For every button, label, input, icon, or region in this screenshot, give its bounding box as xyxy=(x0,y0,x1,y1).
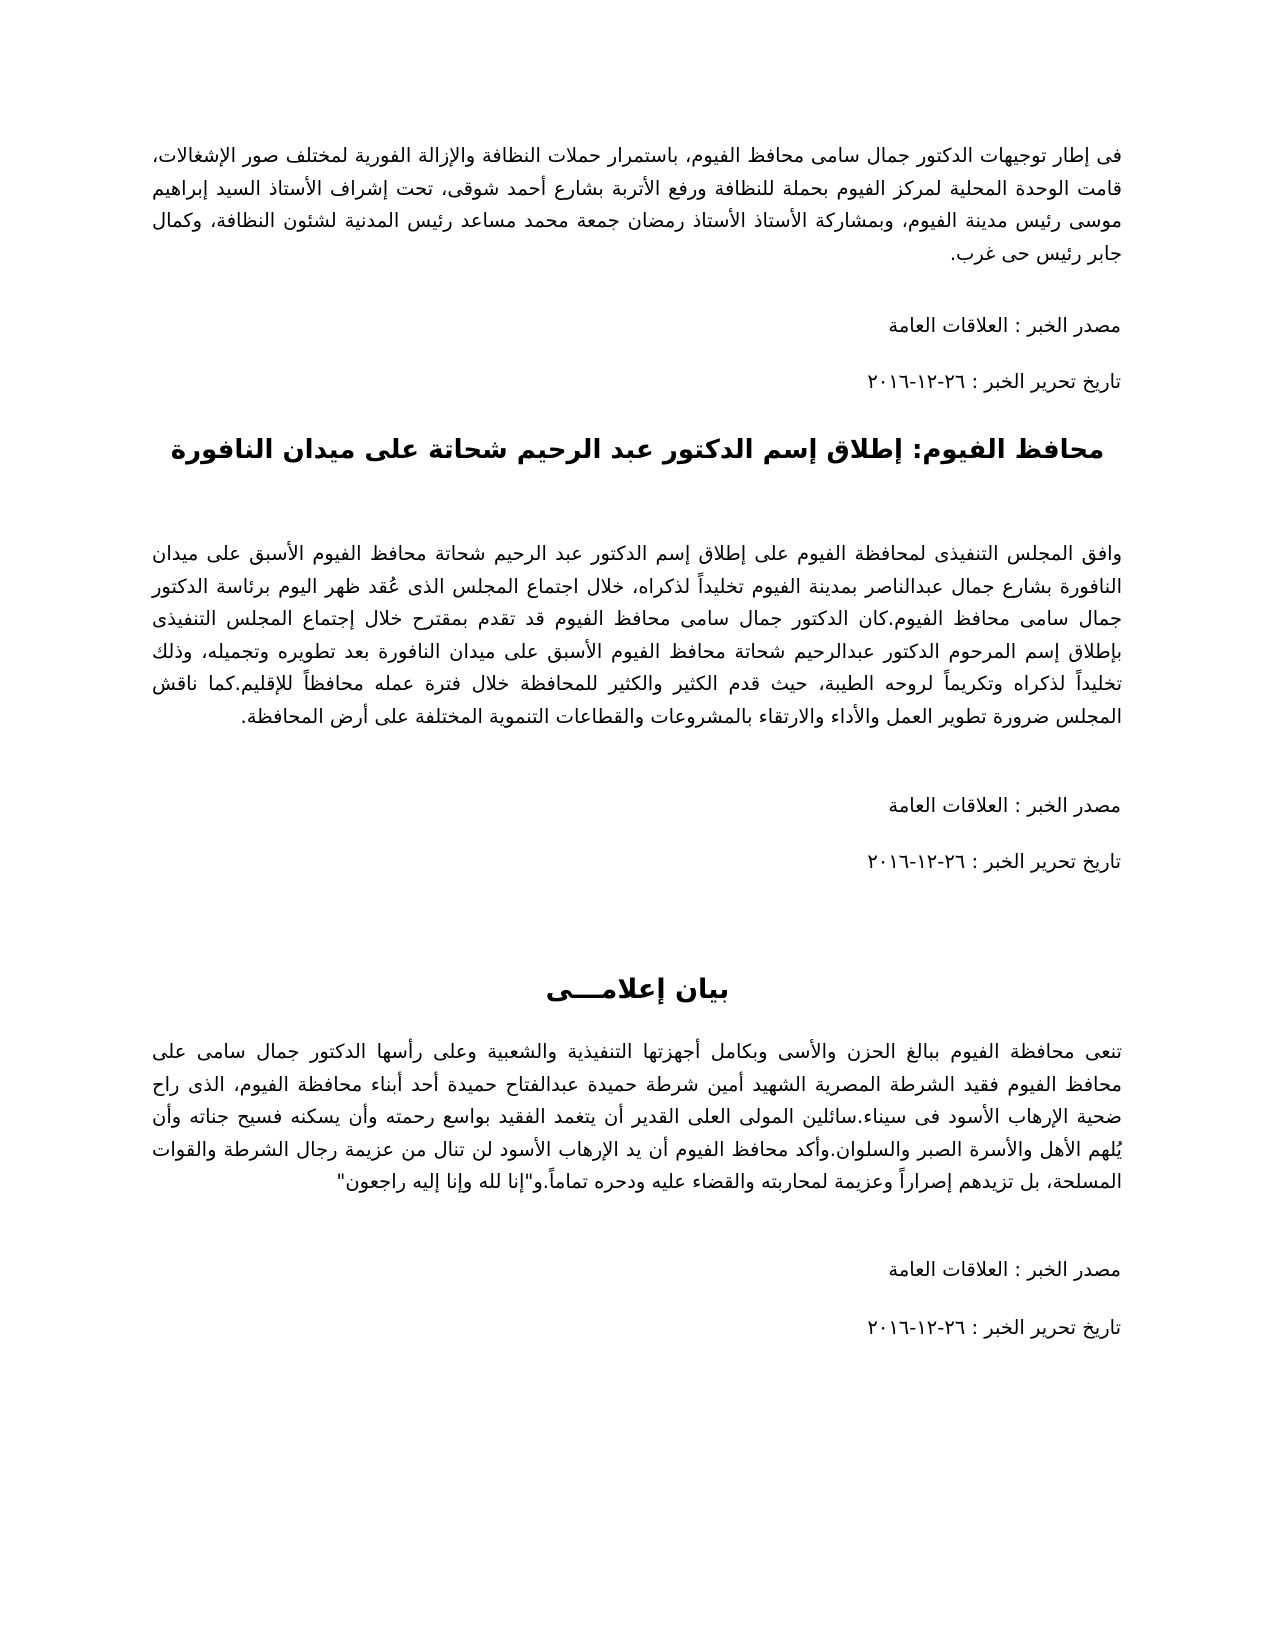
article-3-body: تنعى محافظة الفيوم ببالغ الحزن والأسى وبكامل أجهزتها التنفيذية والشعبية وعلى رأسها الدكتور جمال سامى على محافظ الفيوم فقيد الشرطة المصرية الشهيد أمين شرطة حميدة عبدالفتاح حميدة أحد أبناء محافظة الفيوم، الذى راح ضحية الإرهاب الأسود فى سيناء.سائلين المولى العلى القدير أن يتغمد الفقيد بواسع رحمته وأن يسكنه فسيح جناته وأن يُلهم الأهل والأسرة الصبر والسلوان.وأكد محافظ الفيوم أن يد الإرهاب الأسود لن تنال من عزيمة رجال الشرطة والقوات المسلحة، بل تزيدهم إصراراً وعزيمة لمحاربته والقضاء عليه ودحره تماماً.و"إنا لله وإنا إليه راجعون" xyxy=(152,1040,1122,1193)
article-2-body: وافق المجلس التنفيذى لمحافظة الفيوم على إطلاق إسم الدكتور عبد الرحيم شحاتة محافظ الفيوم الأسبق على ميدان النافورة بشارع جمال عبدالناصر بمدينة الفيوم تخليداً لذكراه، خلال اجتماع المجلس الذى عُقد ظهر اليوم برئاسة الدكتور جمال سامى محافظ الفيوم.كان الدكتور جمال سامى محافظ الفيوم قد تقدم بمقترح خلال إجتماع المجلس التنفيذى بإطلاق إسم المرحوم الدكتور عبدالرحيم شحاتة محافظ الفيوم الأسبق على ميدان النافورة بعد تطويره وتجميله، وذلك تخليداً لذكراه وتكريماً لروحه الطيبة، حيث قدم الكثير والكثير للمحافظة خلال فترة عمله محافظاً للإقليم.كما ناقش المجلس ضرورة تطوير العمل والأداء والارتقاء بالمشروعات والقطاعات التنموية المختلفة على أرض المحافظة. xyxy=(152,542,1122,728)
article-1-body: فى إطار توجيهات الدكتور جمال سامى محافظ الفيوم، باستمرار حملات النظافة والإزالة الفورية لمختلف صور الإشغالات، قامت الوحدة المحلية لمركز الفيوم بحملة للنظافة ورفع الأتربة بشارع أحمد شوقى، تحت إشراف الأستاذ السيد إبراهيم موسى رئيس مدينة الفيوم، وبمشاركة الأستاذ الأستاذ رمضان جمعة محمد مساعد رئيس المدنية لشئون النظافة، وكمال جابر رئيس حى غرب. xyxy=(152,144,1122,265)
article-2-source: مصدر الخبر : العلاقات العامة xyxy=(888,794,1121,817)
article-3-date: تاريخ تحرير الخبر : ٢٦-١٢-٢٠١٦ xyxy=(867,1316,1121,1339)
article-3-title: بيان إعلامـــى xyxy=(545,974,730,1005)
article-2-title: محافظ الفيوم: إطلاق إسم الدكتور عبد الرحيم شحاتة على ميدان النافورة xyxy=(170,435,1105,465)
article-2-date: تاريخ تحرير الخبر : ٢٦-١٢-٢٠١٦ xyxy=(867,850,1121,873)
article-1-date: تاريخ تحرير الخبر : ٢٦-١٢-٢٠١٦ xyxy=(867,370,1121,393)
article-1-source: مصدر الخبر : العلاقات العامة xyxy=(888,314,1121,337)
article-3-source: مصدر الخبر : العلاقات العامة xyxy=(888,1258,1121,1281)
